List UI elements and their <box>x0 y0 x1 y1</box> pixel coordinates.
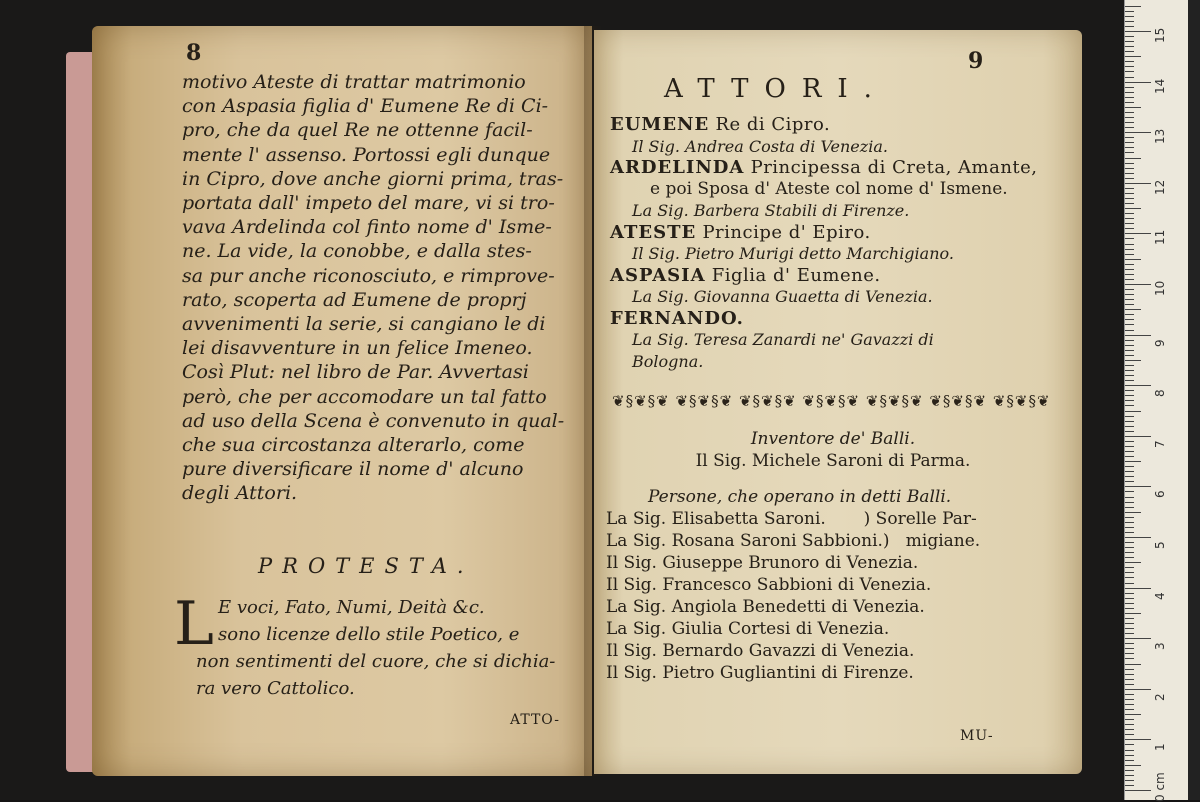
ruler-tick <box>1125 11 1134 12</box>
ruler-tick <box>1125 173 1134 174</box>
ruler-tick <box>1125 583 1134 584</box>
ruler-tick <box>1125 56 1141 57</box>
cast-actor-continued: Bologna. <box>632 351 704 371</box>
ruler-tick <box>1125 633 1134 634</box>
ruler-tick <box>1125 375 1134 376</box>
protesta-line: E voci, Fato, Numi, Deità &c. <box>218 597 485 618</box>
ruler-label: 3 <box>1153 642 1167 651</box>
ruler-tick <box>1125 340 1134 341</box>
ruler-tick <box>1125 16 1134 17</box>
ruler-tick <box>1125 679 1134 680</box>
ruler-tick <box>1125 390 1134 391</box>
drop-cap: L <box>174 589 214 659</box>
ruler-tick <box>1125 233 1151 234</box>
protesta-block <box>174 589 584 702</box>
dancer-entry: Il Sig. Francesco Sabbioni di Venezia. <box>606 575 932 595</box>
ruler-tick <box>1125 385 1151 386</box>
ruler-tick <box>1125 517 1134 518</box>
ruler-tick <box>1125 380 1134 381</box>
ruler-tick <box>1125 264 1134 265</box>
ruler-tick <box>1125 441 1134 442</box>
cast-role-continued: e poi Sposa d' Ateste col nome d' Ismene. <box>650 178 1008 199</box>
ruler-tick <box>1125 552 1134 553</box>
ruler-tick <box>1125 542 1134 543</box>
ruler-tick <box>1125 345 1134 346</box>
ruler-tick <box>1125 709 1134 710</box>
ruler-tick <box>1125 476 1134 477</box>
text-line: motivo Ateste di trattar matrimonio <box>182 71 526 93</box>
ruler-label: 10 <box>1153 280 1167 296</box>
ruler-tick <box>1125 760 1134 761</box>
ruler-tick <box>1125 411 1141 412</box>
ruler-tick <box>1125 497 1134 498</box>
ruler-tick <box>1125 152 1134 153</box>
ruler-tick <box>1125 274 1134 275</box>
ruler-tick <box>1125 213 1134 214</box>
ruler-tick <box>1125 142 1134 143</box>
ruler-tick <box>1125 395 1134 396</box>
ruler-tick <box>1125 304 1134 305</box>
ruler-tick <box>1125 137 1134 138</box>
ruler-tick <box>1125 486 1151 487</box>
ruler-tick <box>1125 451 1134 452</box>
cast-role <box>610 308 1050 330</box>
dancers-list <box>606 486 1056 684</box>
protesta-line: sono licenze dello stile Poetico, e <box>218 624 520 645</box>
ruler-edge <box>1188 0 1200 800</box>
ruler-tick <box>1125 294 1134 295</box>
ruler-tick <box>1125 471 1134 472</box>
ruler-tick <box>1125 122 1134 123</box>
ruler-tick <box>1125 284 1151 285</box>
ruler-tick <box>1125 112 1134 113</box>
left-page <box>92 26 592 776</box>
cast-actor: La Sig. Barbera Stabili di Firenze. <box>632 201 910 220</box>
ruler-tick <box>1125 330 1134 331</box>
left-page-body <box>182 70 582 506</box>
right-page-number: 9 <box>968 48 984 74</box>
ruler-tick <box>1125 299 1134 300</box>
text-line: mente l' assenso. Portossi egli dunque <box>182 143 551 166</box>
ruler-tick <box>1125 158 1141 159</box>
ruler-tick <box>1125 729 1134 730</box>
ruler-tick <box>1125 724 1134 725</box>
right-page <box>594 30 1082 774</box>
ruler-tick <box>1125 87 1134 88</box>
ruler-tick <box>1125 228 1134 229</box>
text-line: degli Attori. <box>182 482 298 505</box>
ruler-tick <box>1125 577 1134 578</box>
cast-list <box>610 114 1050 372</box>
ruler-tick <box>1125 750 1134 751</box>
ruler-tick <box>1125 355 1134 356</box>
ruler-tick <box>1125 203 1134 204</box>
text-line: vava Ardelinda col finto nome d' Isme- <box>182 216 552 239</box>
ruler-label: 6 <box>1153 490 1167 499</box>
ruler-tick <box>1125 623 1134 624</box>
ruler-tick <box>1125 658 1134 659</box>
inventor-heading: Inventore de' Balli. <box>750 429 916 449</box>
cast-title: ATTORI. <box>664 74 888 104</box>
ruler-tick <box>1125 426 1134 427</box>
ruler-tick <box>1125 350 1134 351</box>
dancers-heading: Persone, che operano in detti Balli. <box>648 487 952 507</box>
ruler-tick <box>1125 41 1134 42</box>
ruler-tick <box>1125 66 1134 67</box>
cast-actor: Il Sig. Andrea Costa di Venezia. <box>632 136 888 156</box>
ruler-tick <box>1125 618 1134 619</box>
protesta-line: non sentimenti del cuore, che si dichia- <box>196 651 556 672</box>
text-line: ad uso della Scena è convenuto in qual- <box>182 409 565 432</box>
ruler-tick <box>1125 416 1134 417</box>
ruler-tick <box>1125 92 1134 93</box>
ruler-tick <box>1125 567 1134 568</box>
cast-actor: La Sig. Teresa Zanardi ne' Gavazzi di <box>632 330 934 349</box>
ruler-tick <box>1125 244 1134 245</box>
ruler-tick <box>1125 770 1134 771</box>
ruler-tick <box>1125 117 1134 118</box>
ruler-tick <box>1125 82 1151 83</box>
ruler-label: 5 <box>1153 541 1167 549</box>
ruler-tick <box>1125 694 1134 695</box>
ruler-tick <box>1125 532 1134 533</box>
cast-actor: Il Sig. Pietro Murigi detto Marchigiano. <box>632 244 954 263</box>
ruler-tick <box>1125 613 1141 614</box>
ruler-label: 7 <box>1153 440 1167 448</box>
dancer-entry: La Sig. Elisabetta Saroni. ) Sorelle Par- <box>606 509 977 529</box>
cast-actor: La Sig. Giovanna Guaetta di Venezia. <box>632 287 933 306</box>
ruler-tick <box>1125 421 1134 422</box>
text-line: ne. La vide, la conobbe, e dalla stes- <box>182 240 532 263</box>
ruler-tick <box>1125 755 1134 756</box>
ruler-tick <box>1125 674 1134 675</box>
ruler-tick <box>1125 289 1134 290</box>
ruler-tick <box>1125 51 1134 52</box>
ruler-tick <box>1125 223 1134 224</box>
ruler-tick <box>1125 734 1134 735</box>
ruler-tick <box>1125 309 1141 310</box>
ruler-tick <box>1125 46 1134 47</box>
ruler-tick <box>1125 314 1134 315</box>
ruler-tick <box>1125 370 1134 371</box>
text-line: lei disavventure in un felice Imeneo. <box>182 337 533 360</box>
ruler-tick <box>1125 107 1141 108</box>
ruler-tick <box>1125 249 1134 250</box>
ruler-tick <box>1125 648 1134 649</box>
text-line: sa pur anche riconosciuto, e rimprove- <box>182 264 555 287</box>
ruler-tick <box>1125 684 1134 685</box>
ruler-tick <box>1125 238 1134 239</box>
ruler-label: 0 cm <box>1153 772 1167 802</box>
ruler-tick <box>1125 744 1134 745</box>
ruler-tick <box>1125 218 1134 219</box>
dancer-entry: La Sig. Angiola Benedetti di Venezia. <box>606 597 925 617</box>
ruler-tick <box>1125 324 1134 325</box>
inventor-name: Il Sig. Michele Saroni di Parma. <box>695 451 971 471</box>
left-page-number: 8 <box>186 40 202 66</box>
ruler-tick <box>1125 608 1134 609</box>
ruler-label: 12 <box>1153 179 1167 195</box>
dancer-entry: La Sig. Giulia Cortesi di Venezia. <box>606 619 890 639</box>
ruler-tick <box>1125 527 1134 528</box>
ruler-tick <box>1125 689 1151 690</box>
ruler-tick <box>1125 127 1134 128</box>
ruler-tick <box>1125 319 1134 320</box>
ruler-tick <box>1125 6 1141 7</box>
ornament-divider: ❦§❦§❦ ❦§❦§❦ ❦§❦§❦ ❦§❦§❦ ❦§❦§❦ ❦§❦§❦ ❦§❦§❦ <box>612 392 1051 410</box>
role-name: ASPASIA <box>610 264 706 286</box>
ruler-label: 1 <box>1153 743 1167 752</box>
ruler-tick <box>1125 279 1134 280</box>
ruler-tick <box>1125 71 1134 72</box>
ruler-tick <box>1125 259 1141 260</box>
ruler-tick <box>1125 102 1134 103</box>
cast-role: ATESTE Principe d' Epiro. <box>610 221 871 243</box>
catchword: MU- <box>960 728 994 744</box>
ruler-tick <box>1125 461 1141 462</box>
ruler-label: 11 <box>1153 230 1167 246</box>
text-line: in Cipro, dove anche giorni prima, tras- <box>182 167 564 190</box>
ruler-tick <box>1125 775 1134 776</box>
dancer-entry: Il Sig. Bernardo Gavazzi di Venezia. <box>606 641 915 661</box>
ruler-tick <box>1125 557 1134 558</box>
text-line: rato, scoperta ad Eumene de proprj <box>182 288 527 311</box>
ballet-inventor <box>608 428 1058 472</box>
ruler-tick <box>1125 269 1134 270</box>
dancer-entry: La Sig. Rosana Saroni Sabbioni.) migiane. <box>606 531 981 551</box>
ruler-tick <box>1125 593 1134 594</box>
ruler-tick <box>1125 790 1151 791</box>
ruler-tick <box>1125 77 1134 78</box>
text-line: con Aspasia figlia d' Eumene Re di Ci- <box>182 95 549 118</box>
ruler-tick <box>1125 365 1134 366</box>
ruler-label: 14 <box>1153 78 1167 94</box>
measurement-ruler <box>1124 0 1189 800</box>
ruler-tick <box>1125 572 1134 573</box>
ruler-tick <box>1125 61 1134 62</box>
ruler-tick <box>1125 147 1134 148</box>
text-line: portata dall' impeto del mare, vi si tro- <box>182 192 555 215</box>
ruler-tick <box>1125 653 1134 654</box>
ruler-tick <box>1125 522 1134 523</box>
ruler-tick <box>1125 198 1134 199</box>
role-name: ATESTE <box>610 221 697 243</box>
text-line: Così Plut: nel libro de Par. Avvertasi <box>182 361 529 384</box>
ruler-label: 13 <box>1153 128 1167 145</box>
ruler-tick <box>1125 466 1134 467</box>
ruler-tick <box>1125 21 1134 22</box>
ruler-tick <box>1125 360 1141 361</box>
ruler-tick <box>1125 588 1151 589</box>
ruler-tick <box>1125 643 1134 644</box>
ruler-label: 8 <box>1153 389 1167 398</box>
role-name: EUMENE <box>610 114 710 135</box>
ruler-tick <box>1125 719 1134 720</box>
ruler-tick <box>1125 400 1134 401</box>
ruler-tick <box>1125 491 1134 492</box>
ruler-tick <box>1125 502 1134 503</box>
ruler-tick <box>1125 405 1134 406</box>
dancer-entry: Il Sig. Pietro Gugliantini di Firenze. <box>606 663 914 683</box>
ruler-label: 9 <box>1153 338 1167 347</box>
ruler-label: 2 <box>1153 693 1167 701</box>
protesta-line: ra vero Cattolico. <box>196 678 355 699</box>
ruler-tick <box>1125 765 1141 766</box>
cast-role: EUMENE Re di Cipro. <box>610 114 831 135</box>
ruler-tick <box>1125 628 1134 629</box>
ruler-tick <box>1125 31 1151 32</box>
ruler-tick <box>1125 431 1134 432</box>
ruler-tick <box>1125 183 1151 184</box>
role-name: ARDELINDA <box>610 157 745 178</box>
text-line: avvenimenti la serie, si cangiano le di <box>182 313 546 336</box>
ruler-tick <box>1125 638 1151 639</box>
ruler-tick <box>1125 664 1141 665</box>
text-line: pro, che da quel Re ne ottenne facil- <box>182 119 533 142</box>
ruler-tick <box>1125 780 1134 781</box>
ruler-tick <box>1125 456 1134 457</box>
ruler-tick <box>1125 669 1134 670</box>
text-line: pure diversificare il nome d' alcuno <box>182 458 524 481</box>
ruler-tick <box>1125 254 1134 255</box>
catchword: ATTO- <box>510 712 561 728</box>
ruler-tick <box>1125 36 1134 37</box>
ruler-tick <box>1125 598 1134 599</box>
protesta-heading: PROTESTA. <box>258 554 474 578</box>
ruler-tick <box>1125 446 1134 447</box>
ruler-tick <box>1125 714 1141 715</box>
ruler-tick <box>1125 704 1134 705</box>
cast-role: ASPASIA Figlia d' Eumene. <box>610 264 881 286</box>
role-name: FERNANDO. <box>610 307 744 329</box>
ruler-tick <box>1125 739 1151 740</box>
ruler-tick <box>1125 481 1134 482</box>
dancer-entry: Il Sig. Giuseppe Brunoro di Venezia. <box>606 553 919 573</box>
ruler-tick <box>1125 26 1134 27</box>
ruler-tick <box>1125 537 1151 538</box>
ruler-tick <box>1125 547 1134 548</box>
ruler-tick <box>1125 512 1141 513</box>
ruler-tick <box>1125 699 1134 700</box>
ruler-tick <box>1125 193 1134 194</box>
text-line: però, che per accomodare un tal fatto <box>182 385 547 408</box>
ruler-tick <box>1125 168 1134 169</box>
text-line: che sua circostanza alterarlo, come <box>182 434 525 457</box>
ruler-label: 4 <box>1153 591 1167 600</box>
ruler-tick <box>1125 335 1151 336</box>
ruler-tick <box>1125 132 1151 133</box>
ruler-tick <box>1125 785 1134 786</box>
ruler-tick <box>1125 507 1134 508</box>
ruler-tick <box>1125 208 1141 209</box>
ruler-tick <box>1125 188 1134 189</box>
ruler-label: 15 <box>1153 27 1167 43</box>
ruler-tick <box>1125 603 1134 604</box>
ruler-tick <box>1125 97 1134 98</box>
ruler-tick <box>1125 562 1141 563</box>
ruler-tick <box>1125 178 1134 179</box>
cast-role: ARDELINDA Principessa di Creta, Amante, <box>610 157 1038 178</box>
ruler-tick <box>1125 163 1134 164</box>
ruler-tick <box>1125 436 1151 437</box>
